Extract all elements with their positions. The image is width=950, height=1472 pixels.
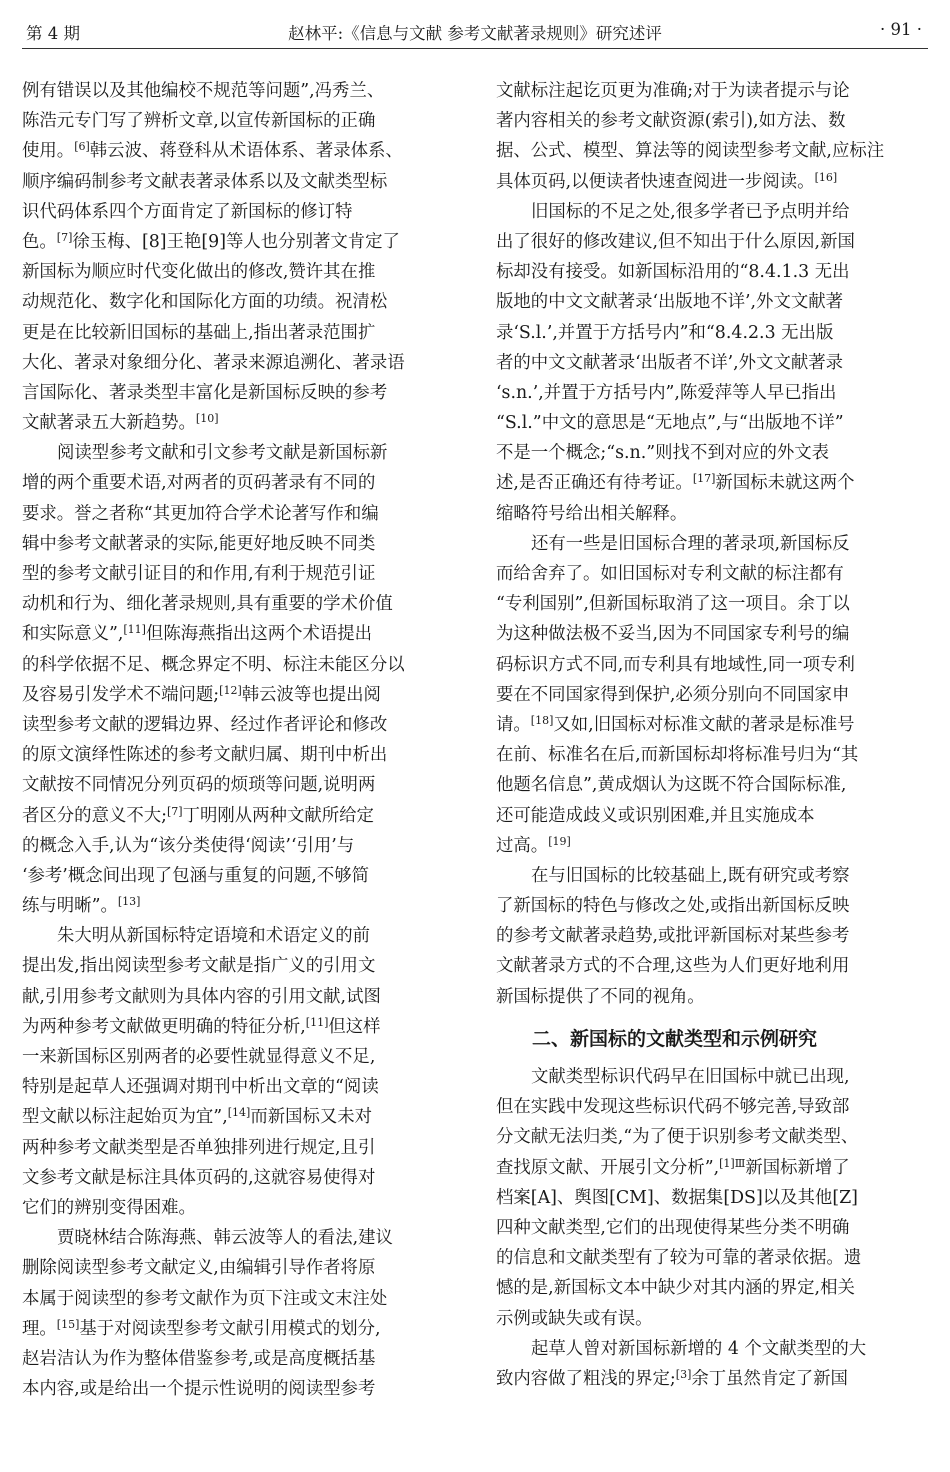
citation-marker: [15] <box>56 1317 80 1331</box>
line-text: “S.l.”中文的意思是“无地点”,与“出版地不详” <box>496 413 844 434</box>
line-text: 据、公式、模型、算法等的阅读型参考文献,应标注 <box>496 141 885 162</box>
text-line <box>496 197 930 227</box>
text-line <box>22 408 460 438</box>
line-text: 文参考文献是标注具体页码的,这就容易使得对 <box>22 1167 376 1188</box>
line-text: 要在不同国家得到保护,必须分别向不同国家申 <box>496 684 850 705</box>
line-text: 版地的中文文献著录‘出版地不详’,外文文献著 <box>496 292 844 313</box>
text-line <box>22 257 460 287</box>
citation-marker: [16] <box>814 170 838 184</box>
line-text: 色。 <box>22 231 57 252</box>
line-text: 示例或缺失或有误。 <box>496 1308 653 1329</box>
line-text: 二、新国标的文献类型和示例研究 <box>532 1027 818 1050</box>
text-line <box>22 1042 460 1072</box>
line-text: 者的中文文献著录‘出版者不详’,外文文献著录 <box>496 352 844 373</box>
line-text: 删除阅读型参考文献定义,由编辑引导作者将原 <box>22 1258 376 1279</box>
text-line <box>22 1012 460 1042</box>
citation-marker: [7] <box>56 230 73 244</box>
line-text: 码标识方式不同,而专利具有地域性,同一项专利 <box>496 654 855 675</box>
right-column <box>496 76 930 1394</box>
line-text: 档案[A]、舆图[CM]、数据集[DS]以及其他[Z] <box>496 1187 858 1208</box>
citation-marker: [10] <box>195 412 219 426</box>
text-line <box>496 1062 930 1092</box>
line-text: 朱大明从新国标特定语境和术语定义的前 <box>57 926 371 947</box>
text-line <box>496 318 930 348</box>
text-line <box>496 408 930 438</box>
line-text: ‘s.n.’,并置于方括号内”,陈爱萍等人早已指出 <box>496 382 837 403</box>
text-line <box>496 831 930 861</box>
line-text: 文献按不同情况分列页码的烦琐等问题,说明两 <box>22 775 376 796</box>
line-text-continued: 丁明刚从两种文献所给定 <box>182 805 374 826</box>
line-text: 而给舍弃了。如旧国标对专利文献的标注都有 <box>496 564 844 584</box>
line-text: 标却没有接受。如新国标沿用的“8.4.1.3 无出 <box>496 262 850 283</box>
line-text: 四种文献类型,它们的出现使得某些分类不明确 <box>496 1217 850 1238</box>
text-line <box>22 1253 460 1283</box>
line-text-continued: 基于对阅读型参考文献引用模式的划分, <box>79 1318 381 1339</box>
page-number: · 91 · <box>880 20 922 39</box>
text-line <box>496 861 930 891</box>
text-line <box>496 1122 930 1152</box>
line-text-continued: 余丁虽然肯定了新国 <box>691 1368 848 1389</box>
line-text: 分文献无法归类,“为了便于识别参考文献类型、 <box>496 1127 859 1148</box>
line-text: 一来新国标区别两者的必要性就显得意义不足, <box>22 1047 376 1067</box>
line-text: 请。 <box>496 714 531 735</box>
line-text: 还可能造成歧义或识别困难,并且实施成本 <box>496 805 815 826</box>
line-text-continued: 韩云波、蒋登科从术语体系、著录体系、 <box>89 141 403 162</box>
line-text: 提出发,指出阅读型参考文献是指广义的引用文 <box>22 956 376 977</box>
line-text: 识代码体系四个方面肯定了新国标的修订特 <box>22 201 353 222</box>
text-line <box>496 287 930 317</box>
line-text: 的科学依据不足、概念界定不明、标注未能区分以 <box>22 654 405 675</box>
running-header <box>22 14 928 49</box>
line-text: 它们的辨别变得困难。 <box>22 1197 196 1218</box>
line-text-continued: 韩云波等也提出阅 <box>241 684 381 705</box>
text-line <box>22 1284 460 1314</box>
line-text: 贾晓林结合陈海燕、韩云波等人的看法,建议 <box>57 1228 393 1249</box>
line-text: 不是一个概念;“s.n.”则找不到对应的外文表 <box>496 443 830 464</box>
text-line <box>22 831 460 861</box>
left-column <box>22 76 460 1404</box>
text-line <box>22 1314 460 1344</box>
line-text: 述,是否正确还有待考证。 <box>496 473 693 494</box>
line-text: 阅读型参考文献和引文参考文献是新国标新 <box>57 443 388 464</box>
text-line <box>22 589 460 619</box>
text-line <box>496 378 930 408</box>
line-text: 赵岩洁认为作为整体借鉴参考,或是高度概括基 <box>22 1348 376 1369</box>
line-text: 文献著录方式的不合理,这些为人们更好地利用 <box>496 956 850 977</box>
line-text: 缩略符号给出相关解释。 <box>496 503 688 524</box>
text-line <box>496 529 930 559</box>
text-line <box>496 891 930 921</box>
text-line <box>22 951 460 981</box>
text-line <box>496 951 930 981</box>
text-line <box>496 1364 930 1394</box>
line-text: 他题名信息”,黄成烟认为这既不符合国际标准, <box>496 775 847 796</box>
line-text: 在与旧国标的比较基础上,既有研究或考察 <box>531 865 850 886</box>
citation-marker: [12] <box>219 683 242 697</box>
line-text: 两种参考文献类型是否单独排列进行规定,且引 <box>22 1137 376 1158</box>
line-text: 本属于阅读型的参考文献作为页下注或文末注处 <box>22 1288 388 1309</box>
line-text-continued: 新国标新增了 <box>745 1157 850 1178</box>
text-line <box>22 559 460 589</box>
line-text: 出了很好的修改建议,但不知出于什么原因,新国 <box>496 231 855 252</box>
line-text: 还有一些是旧国标合理的著录项,新国标反 <box>531 533 850 554</box>
line-text: 者区分的意义不大; <box>22 805 167 826</box>
text-line <box>22 499 460 529</box>
citation-marker: [18] <box>530 713 554 727</box>
text-line <box>496 468 930 498</box>
line-text: 顺序编码制参考文献表著录体系以及文献类型标 <box>22 171 388 192</box>
text-line <box>496 770 930 800</box>
text-line <box>22 167 460 197</box>
text-line <box>496 257 930 287</box>
text-line <box>496 227 930 257</box>
line-text: “专利国别”,但新国标取消了这一项目。余丁以 <box>496 594 850 615</box>
line-text-continued: 徐玉梅、[8]王艳[9]等人也分别著文肯定了 <box>72 231 400 252</box>
line-text: 的原文演绎性陈述的参考文献归属、期刊中析出 <box>22 745 388 766</box>
text-line <box>22 1163 460 1193</box>
running-title: 赵林平:《信息与文献 参考文献著录规则》研究述评 <box>288 24 662 43</box>
text-line <box>496 1273 930 1303</box>
section-heading <box>496 1024 930 1054</box>
line-text: 过高。 <box>496 835 549 856</box>
text-line <box>22 529 460 559</box>
line-text: 新国标为顺应时代变化做出的修改,赞许其在推 <box>22 262 376 283</box>
line-text: 查找原文献、开展引文分析”, <box>496 1157 720 1178</box>
line-text: 例有错误以及其他编校不规范等问题”,冯秀兰、 <box>22 81 385 101</box>
line-text: 动规范化、数字化和国际化方面的功绩。祝清松 <box>22 292 388 313</box>
text-line <box>496 1334 930 1364</box>
line-text: 更是在比较新旧国标的基础上,指出著录范围扩 <box>22 322 376 343</box>
line-text: 旧国标的不足之处,很多学者已予点明并给 <box>531 201 850 222</box>
line-text: 及容易引发学术不端问题; <box>22 684 220 705</box>
line-text: 特别是起草人还强调对期刊中析出文章的“阅读 <box>22 1077 379 1098</box>
text-line <box>22 1374 460 1404</box>
text-line <box>496 106 930 136</box>
text-line <box>22 710 460 740</box>
line-text: 文献著录五大新趋势。 <box>22 413 196 434</box>
line-text: 型的参考文献引证目的和作用,有利于规范引证 <box>22 564 376 584</box>
line-text: 理。 <box>22 1318 57 1339</box>
text-line <box>496 801 930 831</box>
text-line <box>496 1243 930 1273</box>
text-line <box>22 1344 460 1374</box>
line-text: 动机和行为、细化著录规则,具有重要的学术价值 <box>22 594 393 615</box>
line-text: 本内容,或是给出一个提示性说明的阅读型参考 <box>22 1379 376 1400</box>
citation-marker: [11] <box>123 623 146 637</box>
citation-marker: [13] <box>117 895 141 909</box>
line-text: 的参考文献著录趋势,或批评新国标对某些参考 <box>496 926 850 947</box>
citation-marker: [7] <box>167 804 183 818</box>
line-text: 献,引用参考文献则为具体内容的引用文献,试图 <box>22 986 381 1007</box>
citation-marker: [11] <box>305 1015 329 1029</box>
line-text: 读型参考文献的逻辑边界、经过作者评论和修改 <box>22 714 388 735</box>
text-line <box>496 650 930 680</box>
text-line <box>22 1102 460 1132</box>
text-line <box>496 167 930 197</box>
text-line <box>496 589 930 619</box>
line-text: 大化、著录对象细分化、著录来源追溯化、著录语 <box>22 352 405 373</box>
line-text: 憾的是,新国标文本中缺少对其内涵的界定,相关 <box>496 1278 855 1299</box>
citation-marker: [17] <box>692 472 716 486</box>
text-line <box>22 801 460 831</box>
line-text: 在前、标准名在后,而新国标却将标准号归为“其 <box>496 745 859 766</box>
text-line <box>496 921 930 951</box>
line-text: 和实际意义”, <box>22 624 124 645</box>
text-line <box>496 348 930 378</box>
text-line <box>22 1072 460 1102</box>
issue-number: 第 4 期 <box>26 24 80 43</box>
text-line <box>22 1193 460 1223</box>
text-line <box>22 287 460 317</box>
line-text: 辑中参考文献著录的实际,能更好地反映不同类 <box>22 533 376 554</box>
line-text: 致内容做了粗浅的界定; <box>496 1368 676 1389</box>
line-text: 为两种参考文献做更明确的特征分析, <box>22 1016 306 1037</box>
text-line <box>496 76 930 106</box>
line-text: 具体页码,以便读者快速查阅进一步阅读。 <box>496 171 815 192</box>
text-line <box>22 982 460 1012</box>
text-line <box>496 680 930 710</box>
line-text: 型文献以标注起始页为宜”, <box>22 1107 228 1128</box>
line-text: 但在实践中发现这些标识代码不够完善,导致部 <box>496 1097 850 1118</box>
text-line <box>496 982 930 1012</box>
line-text-continued: 又如,旧国标对标准文献的著录是标准号 <box>553 714 855 735</box>
text-line <box>22 318 460 348</box>
text-line <box>496 1213 930 1243</box>
text-line <box>496 438 930 468</box>
citation-marker: [3] <box>675 1367 692 1381</box>
line-text: 文献类型标识代码早在旧国标中就已出现, <box>531 1067 850 1087</box>
text-line <box>22 136 460 166</box>
text-line <box>22 891 460 921</box>
line-text: 录‘S.l.’,并置于方括号内”和“8.4.2.3 无出版 <box>496 322 834 343</box>
text-line <box>496 1153 930 1183</box>
text-line <box>496 1183 930 1213</box>
line-text-continued: 但这样 <box>328 1016 381 1037</box>
line-text: 的信息和文献类型有了较为可靠的著录依据。遗 <box>496 1248 862 1269</box>
text-line <box>496 710 930 740</box>
text-line <box>496 619 930 649</box>
line-text: 要求。誉之者称“其更加符合学术论著写作和编 <box>22 503 379 524</box>
text-line <box>22 680 460 710</box>
line-text-continued: 而新国标又未对 <box>250 1107 373 1128</box>
line-text: 使用。 <box>22 141 75 162</box>
citation-marker: [6] <box>74 140 90 154</box>
line-text: 的概念入手,认为“该分类使得‘阅读’‘引用’与 <box>22 835 355 856</box>
text-line <box>22 1223 460 1253</box>
text-line <box>22 740 460 770</box>
citation-marker: [1]Ⅲ <box>719 1156 746 1170</box>
line-text: 言国际化、著录类型丰富化是新国标反映的参考 <box>22 382 388 403</box>
line-text: 文献标注起讫页更为准确;对于为读者提示与论 <box>496 81 850 101</box>
line-text-continued: 新国标未就这两个 <box>715 473 855 494</box>
text-line <box>496 559 930 589</box>
line-text: 增的两个重要术语,对两者的页码著录有不同的 <box>22 473 376 494</box>
line-text: 新国标提供了不同的视角。 <box>496 986 705 1007</box>
line-text: 为这种做法极不妥当,因为不同国家专利号的编 <box>496 624 850 645</box>
citation-marker: [19] <box>548 834 571 848</box>
line-text: 陈浩元专门写了辨析文章,以宣传新国标的正确 <box>22 111 376 132</box>
text-line <box>496 740 930 770</box>
line-text: 著内容相关的参考文献资源(索引),如方法、数 <box>496 111 846 132</box>
text-line <box>22 1133 460 1163</box>
text-line <box>496 1092 930 1122</box>
text-line <box>22 76 460 106</box>
citation-marker: [14] <box>227 1106 251 1120</box>
text-line <box>22 197 460 227</box>
text-line <box>22 921 460 951</box>
line-text: 起草人曾对新国标新增的 4 个文献类型的大 <box>531 1338 867 1359</box>
text-line <box>496 1304 930 1334</box>
text-line <box>22 378 460 408</box>
line-text: 练与明晰”。 <box>22 896 118 917</box>
text-line <box>22 619 460 649</box>
text-line <box>22 650 460 680</box>
text-line <box>22 106 460 136</box>
line-text-continued: 但陈海燕指出这两个术语提出 <box>145 624 373 645</box>
text-line <box>496 136 930 166</box>
line-text: ‘参考’概念间出现了包涵与重复的问题,不够简 <box>22 865 370 886</box>
line-text: 了新国标的特色与修改之处,或指出新国标反映 <box>496 896 850 917</box>
text-line <box>22 227 460 257</box>
text-line <box>22 348 460 378</box>
text-line <box>22 468 460 498</box>
text-line <box>496 499 930 529</box>
text-line <box>22 861 460 891</box>
text-line <box>22 438 460 468</box>
text-line <box>22 770 460 800</box>
